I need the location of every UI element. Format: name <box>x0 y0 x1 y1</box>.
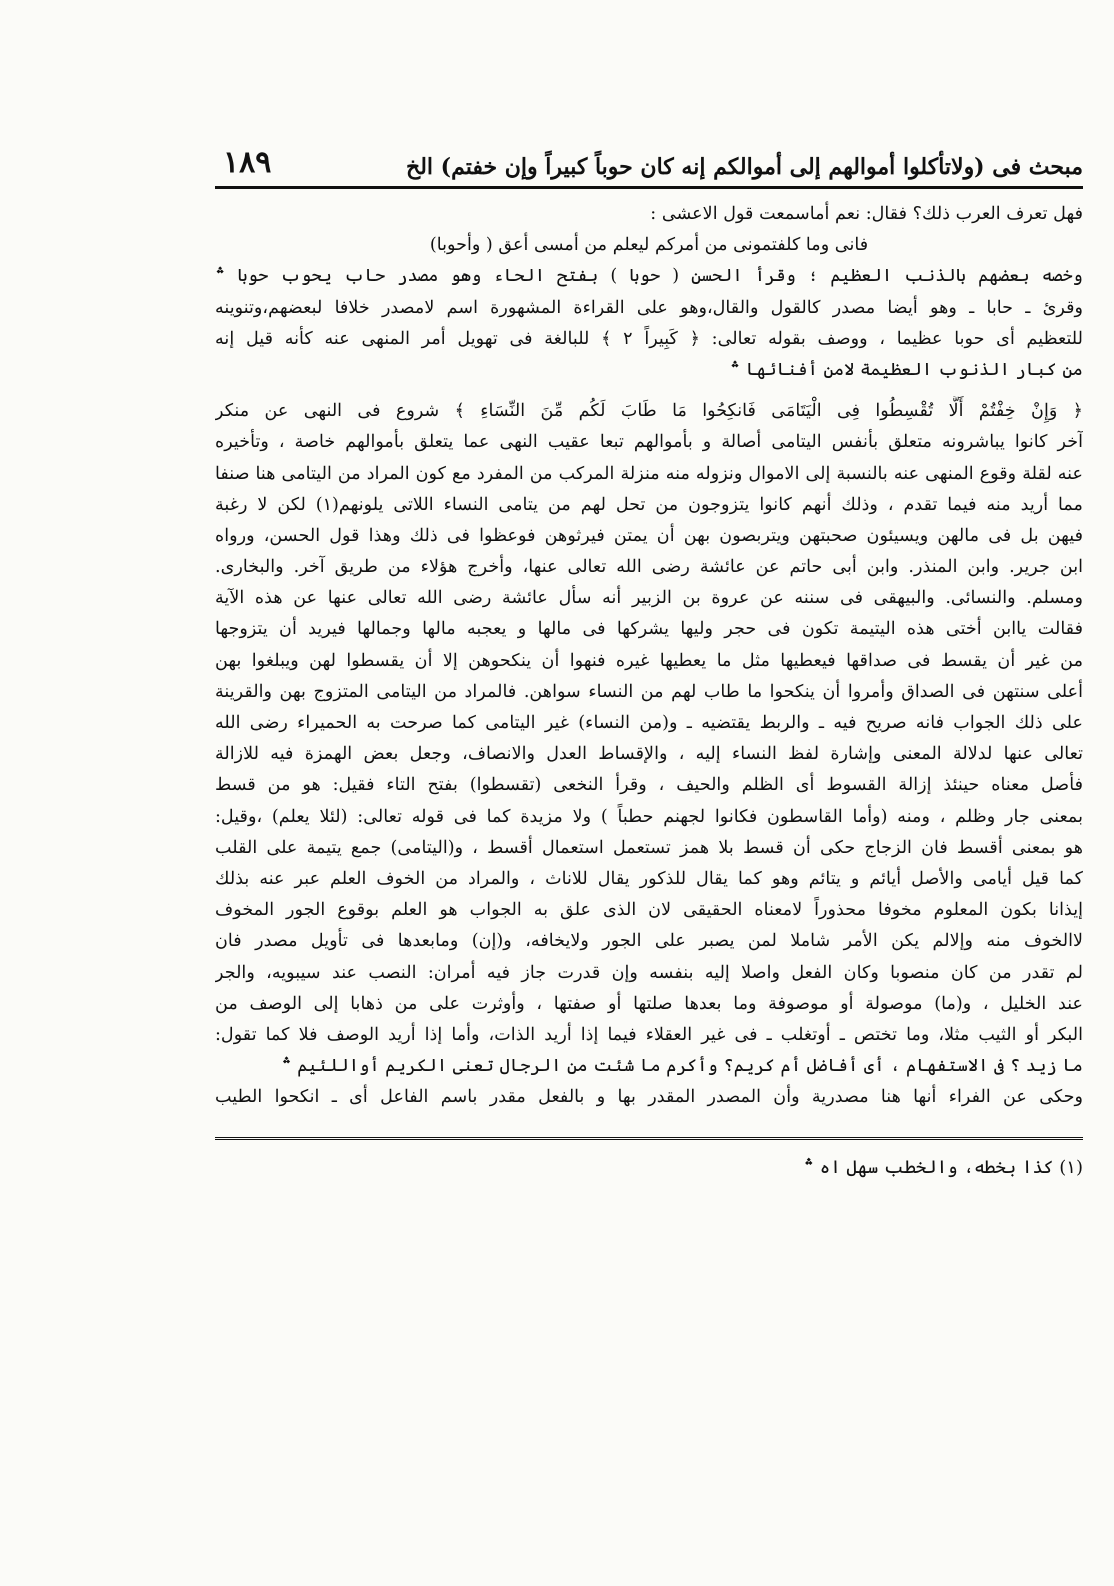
page-number: ١٨٩ <box>223 145 272 180</box>
text-line: عند الخليل ، و(ما) موصولة أو موصوفة وما بعدها صلتها أو صفتها ، وأوثرت على من ذهابا إلى الوصف من <box>215 993 1083 1014</box>
text-line: مما أريد منه فيما تقدم ، وذلك أنهم كانوا يتزوجون من تحل لهم من يتامى النساء اللاتى يلونهم(١) لكن لا رغبة <box>215 494 1083 515</box>
text-line: للتعظيم أى حوبا عظيما ، ووصف بقوله تعالى: ﴿ كَبِيراً ٢ ﴾ للبالغة فى تهويل أمر المنهى عنه كأنه قيل إنه <box>215 328 1083 349</box>
text-line: من كبار الذنوب العظيمة لامن أفنائها ؞ <box>729 359 1083 380</box>
text-line: بمعنى جار وظلم ، ومنه (وأما القاسطون فكانوا لجهنم حطباً ) ولا مزيدة كما فى قوله تعالى: (لئلا يعلم) ،وقيل: <box>215 806 1083 827</box>
poetry-verse: فانى وما كلفتمونى من أمركم ليعلم من أمسى أعق ( وأحوبا) <box>429 235 869 256</box>
text-line: آخر كانوا يباشرونه متعلق بأنفس اليتامى أصالة و بأموالهم تبعا عقيب النهى عما يتعلق بأموالهم خاصة ، وتأخيره <box>215 432 1083 453</box>
text-line: لم تقدر من كان منصوبا وكان الفعل واصلا إليه بنفسه وإن قدرت جاز فيه أمران: النصب عند سيبويه، والجر <box>215 962 1083 983</box>
text-line: كما قيل أيامى والأصل أيائم و يتائم وهو كما يقال للذكور يقال للاناث ، والمراد من الخوف العلم عبر عنه بذلك <box>215 868 1083 889</box>
text-line: فيهن بل فى مالهن ويسيئون صحبتهن ويتربصون بهن أن يمتن فيرثوهن فوعظوا فى ذلك وهذا قول الحسن، ورواه <box>215 525 1083 546</box>
text-line: عنه لقلة وقوع المنهى عنه بالنسبة إلى الاموال ونزوله منه منزلة المركب من المفرد مع كون المراد من اليتامى هنا صنفا <box>215 463 1083 484</box>
text-line: فقالت ياابن أختى هذه اليتيمة تكون فى حجر وليها يشركها فى مالها و يعجبه مالها وجمالها فيريد أن يتزوجها <box>215 619 1083 640</box>
text-line: وحكى عن الفراء أنها هنا مصدرية وأن المصدر المقدر بها و بالفعل مقدر باسم الفاعل أى ـ انكحوا الطيب <box>215 1087 1083 1108</box>
text-line: ما زيد ؟ فى الاستفهام ، أى أفاضل أم كريم؟ وأكرم ما شئت من الرجال تعنى الكريم أواللئيم ؞ <box>281 1056 1083 1077</box>
text-line: ابن جرير. وابن المنذر. وابن أبى حاتم عن عائشة رضى الله تعالى عنها، وأخرج هؤلاء من طريق آخر. والبخارى. <box>215 557 1083 578</box>
footnote-rule <box>215 1137 1083 1144</box>
text-line: لاالخوف منه وإلالم يكن الأمر شاملا لمن يصبر على الجور ولايخافه، و(إن) ومابعدها فى تأويل مصدر فان <box>215 931 1083 952</box>
page-header <box>215 140 1083 180</box>
text-line: إيذانا بكون المعلوم مخوفا محذوراً لامعناه الحقيقى لان الذى علق به الجواب هو العلم بوقوع الجور المخوف <box>215 900 1083 921</box>
text-line: البكر أو الثيب مثلا، وما تختص ـ أوتغلب ـ فى غير العقلاء فيما إذا أريد الذات، وأما إذا أريد الوصف فلا كما تقول: <box>215 1024 1083 1045</box>
text-line: فهل تعرف العرب ذلك؟ فقال: نعم أماسمعت قول الاعشى : <box>650 204 1083 224</box>
text-line: من غير أن يقسط فى صداقها فيعطيها مثل ما يعطيها غيره فنهوا أن ينكحوهن إلا أن يقسطوا لهن ويبلغوا بهن <box>215 650 1083 671</box>
page <box>215 140 1083 1500</box>
text-line: وخصه بعضهم بالذنب العظيم ؛ وقرأ الحسن ( حوبا ) بفتح الحاء وهو مصدر حاب يحوب حوبا ؞ <box>215 266 1083 287</box>
body-text <box>215 199 1083 1113</box>
text-line: على ذلك الجواب فانه صريح فيه ـ والربط يقتضيه ـ و(من النساء) غير اليتامى كما صرحت به الحميراء رضى الله <box>215 713 1083 733</box>
footnote: (١) كذا بخطه، والخطب سهل اه ؞ <box>803 1157 1083 1179</box>
text-line: هو بمعنى أقسط فان الزجاج حكى أن قسط بلا همز تستعمل استعمال أقسط ، و(اليتامى) جمع يتيمة على القلب <box>215 837 1083 858</box>
text-line: تعالى عنها لدلالة المعنى وإشارة لفظ النساء إليه ، والإقساط العدل والانصاف، وجعل بعض الهمزة فيه للازالة <box>215 744 1083 765</box>
quran-verse-line: ﴿ وَإِنْ خِفْتُمْ أَلَّا تُقْسِطُوا فِى الْيَتَامَى فَانكِحُوا مَا طَابَ لَكُم مِّنَ النِّسَاءِ ﴾ شروع فى النهى عن منكر <box>215 401 1083 422</box>
running-title: مبحث فى (ولاتأكلوا أموالهم إلى أموالكم إنه كان حوباً كبيراً وإن خفتم) الخ <box>406 154 1083 180</box>
text-line: وقرئ ـ حابا ـ وهو أيضا مصدر كالقول والقال،وهو على القراءة المشهورة اسم لامصدر خلافا لبعضهم،وتنوينه <box>215 297 1083 318</box>
header-rule <box>215 186 1083 189</box>
text-line: ومسلم. والنسائى. والبيهقى فى سننه عن عروة بن الزبير أنه سأل عائشة رضى الله تعالى عنها عن هذه الآية <box>215 588 1083 609</box>
text-line: فأصل معناه حينئذ إزالة القسوط أى الظلم والحيف ، وقرأ النخعى (تقسطوا) بفتح التاء فقيل: هو من قسط <box>215 775 1083 796</box>
text-line: أعلى سنتهن فى الصداق وأمروا أن ينكحوا ما طاب لهم من النساء سواهن. فالمراد من اليتامى المتزوج بهن والقرينة <box>215 681 1083 702</box>
